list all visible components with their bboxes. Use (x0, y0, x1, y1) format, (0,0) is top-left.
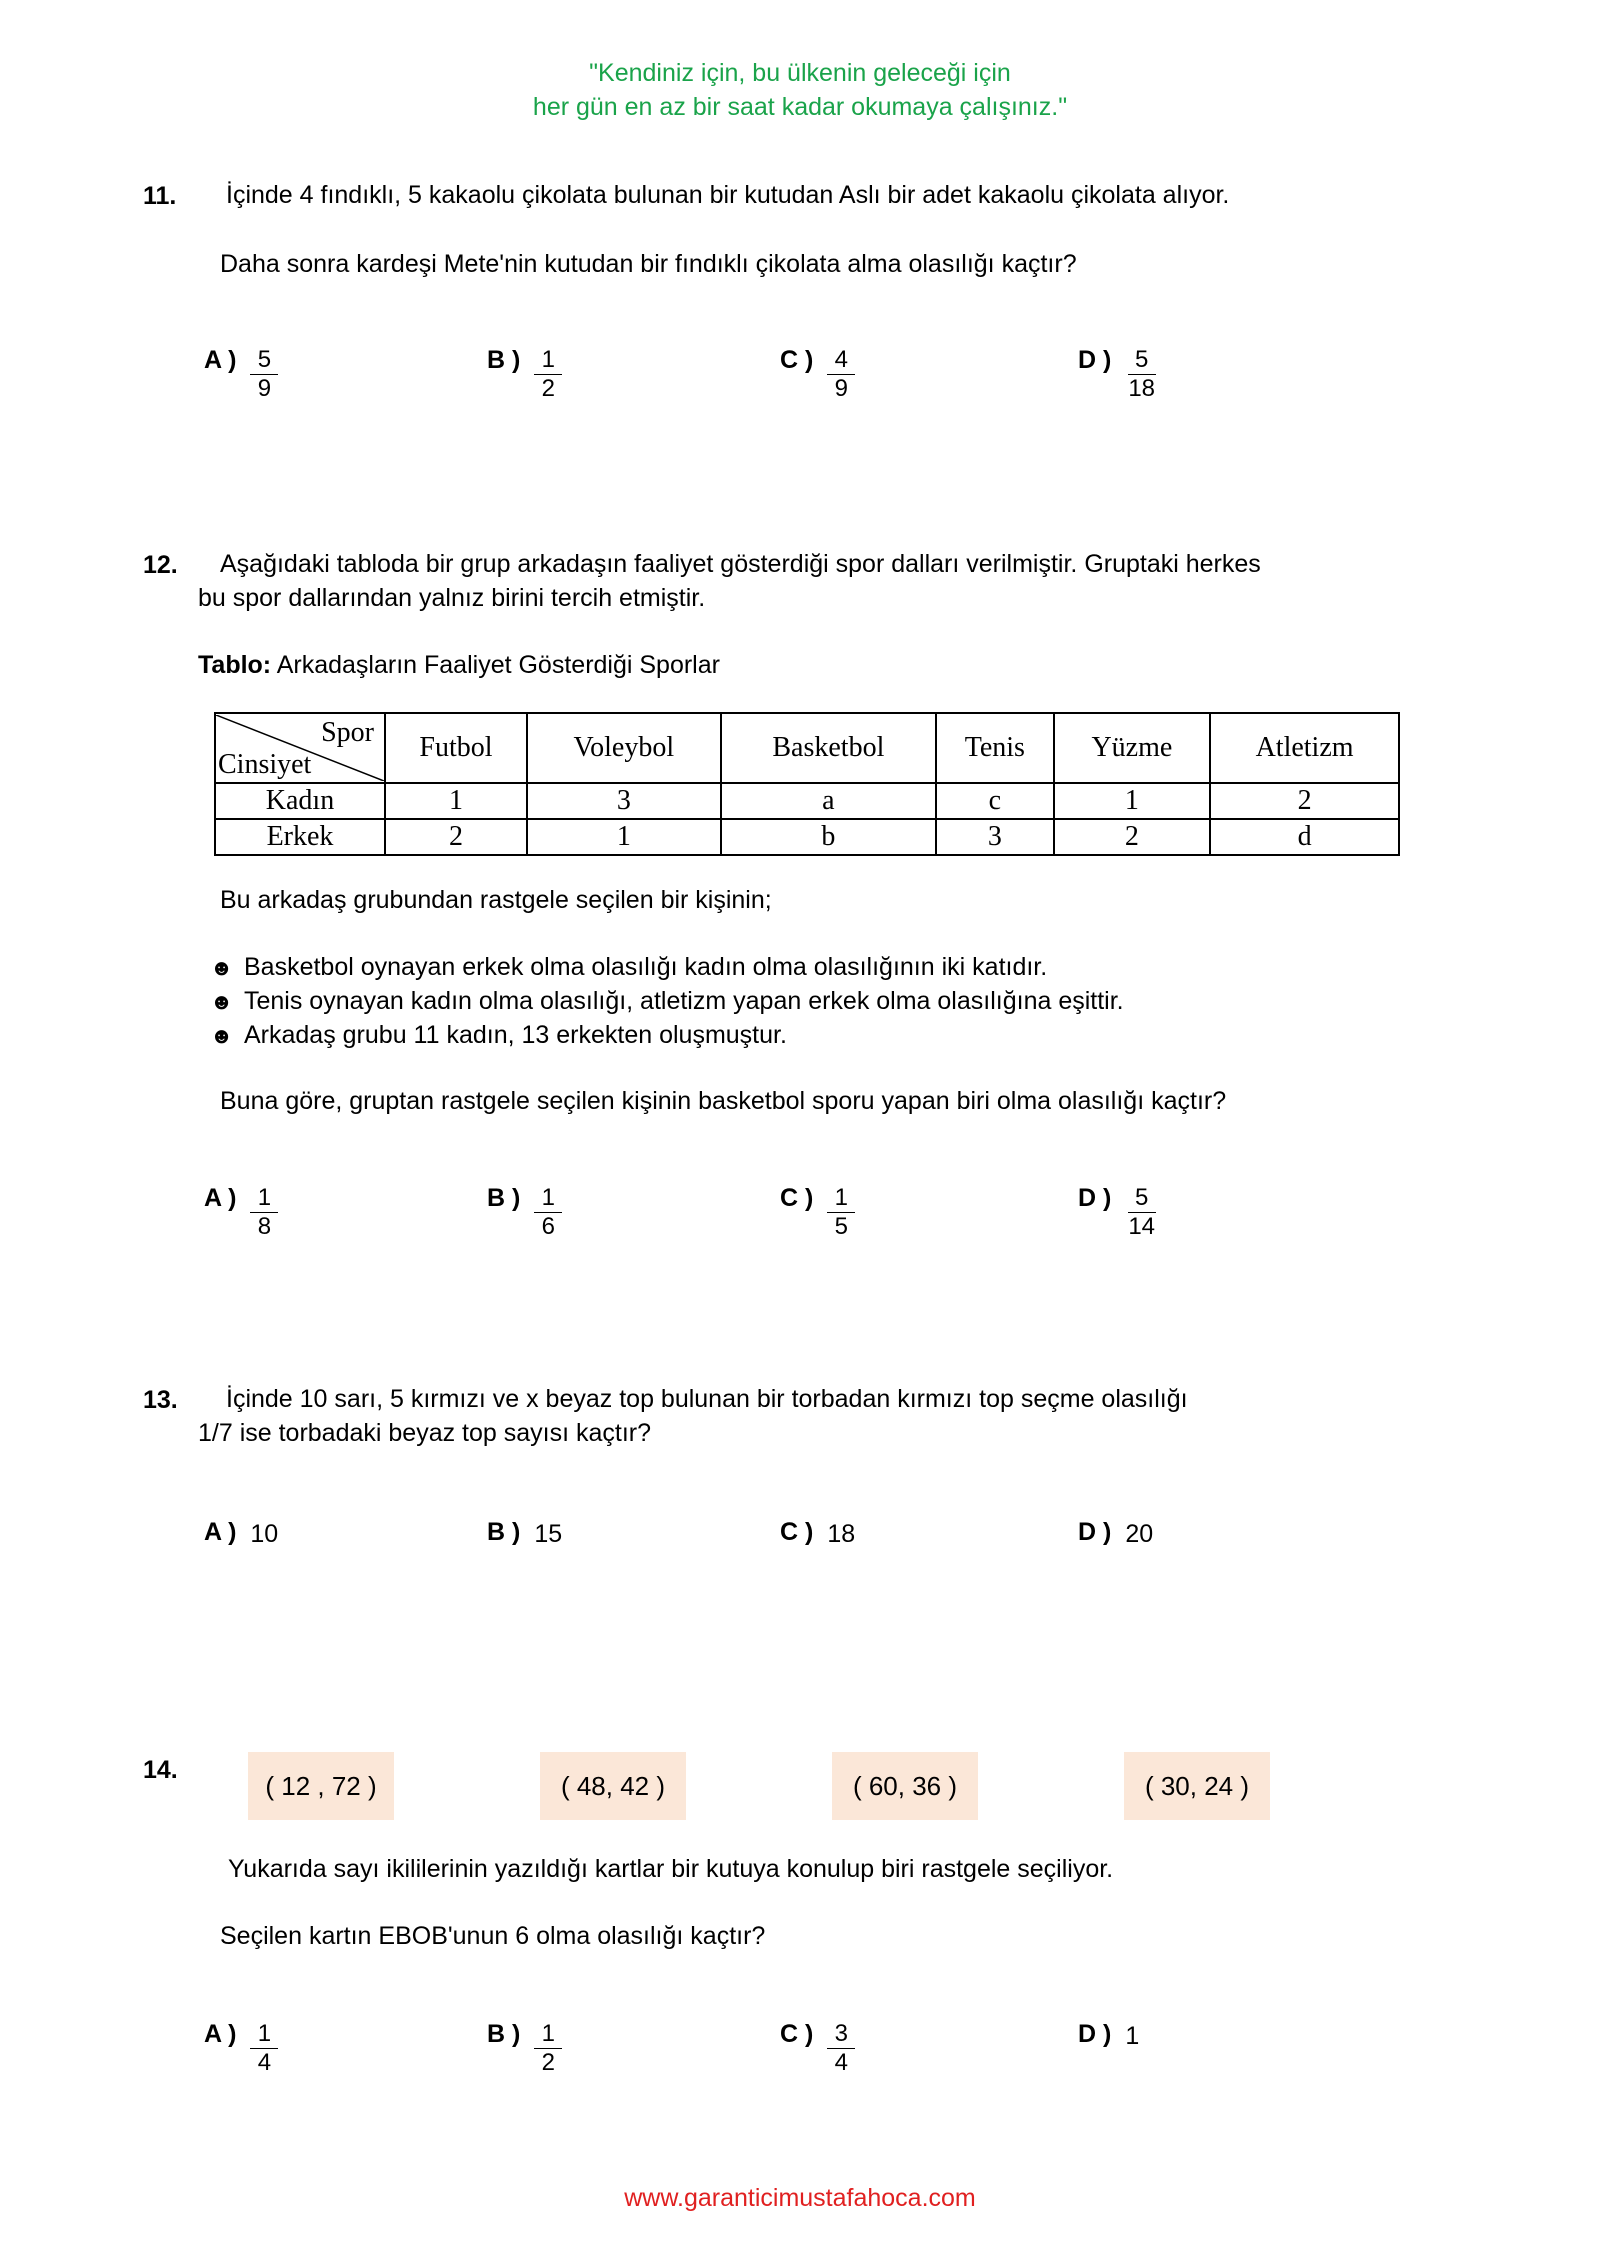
bullet-text: Arkadaş grubu 11 kadın, 13 erkekten oluşmuştur. (244, 1021, 787, 1049)
table-row (215, 783, 1399, 819)
column-header: Atletizm (1210, 713, 1399, 783)
smiley-bullet-icon: ☻ (210, 955, 234, 980)
smiley-bullet-icon: ☻ (210, 989, 234, 1014)
smiley-bullet-icon: ☻ (210, 1023, 234, 1048)
option-label: B ) (487, 346, 521, 374)
column-header: Tenis (936, 713, 1054, 783)
table-cell: 3 (936, 819, 1054, 855)
question-12-prompt: Buna göre, gruptan rastgele seçilen kişinin basketbol sporu yapan biri olma olasılığı kaçtır? (220, 1087, 1227, 1115)
option-label: C ) (780, 2020, 814, 2048)
question-13-number: 13. (143, 1386, 178, 1414)
option-label: A ) (204, 2020, 237, 2048)
row-label: Kadın (215, 783, 385, 819)
question-11-option-b[interactable] (487, 346, 562, 403)
table-corner-cell (215, 713, 385, 783)
option-value: 18 (827, 1520, 856, 1548)
fraction: $\frac{5}{18}$ (1128, 346, 1156, 402)
column-header: Yüzme (1054, 713, 1211, 783)
table-cell: 2 (1210, 783, 1399, 819)
table-caption-bold: Tablo: (198, 651, 272, 679)
question-13-text-line1: İçinde 10 sarı, 5 kırmızı ve x beyaz top bulunan bir torbadan kırmızı top seçme olasılığı (226, 1385, 1188, 1413)
option-value: 1 (1125, 2022, 1140, 2050)
option-label: C ) (780, 346, 814, 374)
fraction: $\frac{1}{6}$ (534, 1184, 562, 1241)
question-12-intro: Bu arkadaş grubundan rastgele seçilen bir kişinin; (220, 886, 772, 914)
question-12-option-c[interactable] (780, 1184, 855, 1241)
table-caption (198, 648, 720, 682)
option-value: 15 (534, 1520, 563, 1548)
option-label: D ) (1078, 1184, 1112, 1212)
corner-label-spor: Spor (321, 717, 374, 748)
question-12-text-line2: bu spor dallarından yalnız birini tercih etmiştir. (198, 584, 706, 612)
fraction: $\frac{5}{9}$ (250, 346, 278, 403)
question-13-option-a[interactable] (204, 1518, 278, 1550)
option-value: 20 (1125, 1520, 1154, 1548)
table-cell: c (936, 783, 1054, 819)
row-label: Erkek (215, 819, 385, 855)
bullet-text: Basketbol oynayan erkek olma olasılığı kadın olma olasılığının iki katıdır. (244, 953, 1048, 981)
question-12-option-d[interactable] (1078, 1184, 1158, 1241)
fraction: $\frac{1}{8}$ (250, 1184, 278, 1241)
question-11-text-line2: Daha sonra kardeşi Mete'nin kutudan bir fındıklı çikolata alma olasılığı kaçtır? (220, 250, 1077, 278)
option-label: D ) (1078, 346, 1112, 374)
table-row (215, 819, 1399, 855)
question-11-option-d[interactable] (1078, 346, 1158, 403)
question-11-text-line1: İçinde 4 fındıklı, 5 kakaolu çikolata bulunan bir kutudan Aslı bir adet kakaolu çikolata alıyor. (226, 181, 1230, 209)
question-11-option-c[interactable] (780, 346, 855, 403)
fraction: $\frac{1}{4}$ (250, 2020, 278, 2077)
option-value: 10 (250, 1520, 279, 1548)
column-header: Voleybol (527, 713, 721, 783)
fraction: $\frac{1}{5}$ (827, 1184, 855, 1241)
table-cell: d (1210, 819, 1399, 855)
question-14-option-d[interactable] (1078, 2020, 1139, 2052)
option-label: D ) (1078, 2020, 1112, 2048)
table-cell: 2 (385, 819, 527, 855)
bullet-item (210, 950, 1047, 985)
sports-table (214, 712, 1400, 856)
table-cell: 1 (385, 783, 527, 819)
question-11-number: 11. (143, 182, 177, 210)
fraction: $\frac{1}{2}$ (534, 346, 562, 403)
option-label: A ) (204, 346, 237, 374)
option-label: C ) (780, 1518, 814, 1546)
column-header: Basketbol (721, 713, 936, 783)
fraction: $\frac{1}{2}$ (534, 2020, 562, 2077)
number-pair-card: ( 60, 36 ) (832, 1752, 978, 1820)
question-14-text-line2: Seçilen kartın EBOB'unun 6 olma olasılığı kaçtır? (220, 1922, 766, 1950)
number-pair-card: ( 12 , 72 ) (248, 1752, 394, 1820)
bullet-text: Tenis oynayan kadın olma olasılığı, atletizm yapan erkek olma olasılığına eşittir. (244, 987, 1124, 1015)
question-13-text-line2: 1/7 ise torbadaki beyaz top sayısı kaçtır? (198, 1419, 652, 1447)
corner-label-cinsiyet: Cinsiyet (218, 749, 312, 780)
question-13-option-c[interactable] (780, 1518, 855, 1550)
table-cell: 1 (527, 819, 721, 855)
table-cell: 3 (527, 783, 721, 819)
question-12-text-line1: Aşağıdaki tabloda bir grup arkadaşın faaliyet gösterdiği spor dalları verilmiştir. Gruptaki herkes (220, 550, 1261, 578)
footer-website-link[interactable]: www.garanticimustafahoca.com (624, 2184, 976, 2212)
question-13-option-b[interactable] (487, 1518, 562, 1550)
question-12-number: 12. (143, 551, 178, 579)
question-12-option-b[interactable] (487, 1184, 562, 1241)
option-label: A ) (204, 1184, 237, 1212)
fraction: $\frac{3}{4}$ (827, 2020, 855, 2077)
option-label: B ) (487, 1518, 521, 1546)
question-12-option-a[interactable] (204, 1184, 278, 1241)
option-label: C ) (780, 1184, 814, 1212)
table-cell: a (721, 783, 936, 819)
number-pair-card: ( 30, 24 ) (1124, 1752, 1270, 1820)
table-cell: 1 (1054, 783, 1211, 819)
question-14-option-a[interactable] (204, 2020, 278, 2077)
table-cell: 2 (1054, 819, 1211, 855)
number-pair-card: ( 48, 42 ) (540, 1752, 686, 1820)
question-14-text-line1: Yukarıda sayı ikililerinin yazıldığı kartlar bir kutuya konulup biri rastgele seçiliyor. (228, 1855, 1114, 1883)
question-14-option-c[interactable] (780, 2020, 855, 2077)
bullet-item (210, 1018, 787, 1053)
table-caption-text: Arkadaşların Faaliyet Gösterdiği Sporlar (276, 651, 720, 679)
option-label: D ) (1078, 1518, 1112, 1546)
fraction: $\frac{5}{14}$ (1128, 1184, 1156, 1240)
table-cell: b (721, 819, 936, 855)
option-label: A ) (204, 1518, 237, 1546)
column-header: Futbol (385, 713, 527, 783)
option-label: B ) (487, 1184, 521, 1212)
option-label: B ) (487, 2020, 521, 2048)
question-11-option-a[interactable] (204, 346, 278, 403)
bullet-item (210, 984, 1124, 1019)
question-13-option-d[interactable] (1078, 1518, 1153, 1550)
header-quote-line2: her gün en az bir saat kadar okumaya çalışınız." (532, 93, 1068, 121)
question-14-option-b[interactable] (487, 2020, 562, 2077)
header-quote-line1: "Kendiniz için, bu ülkenin geleceği için (589, 59, 1011, 87)
question-14-number: 14. (143, 1756, 178, 1784)
fraction: $\frac{4}{9}$ (827, 346, 855, 403)
